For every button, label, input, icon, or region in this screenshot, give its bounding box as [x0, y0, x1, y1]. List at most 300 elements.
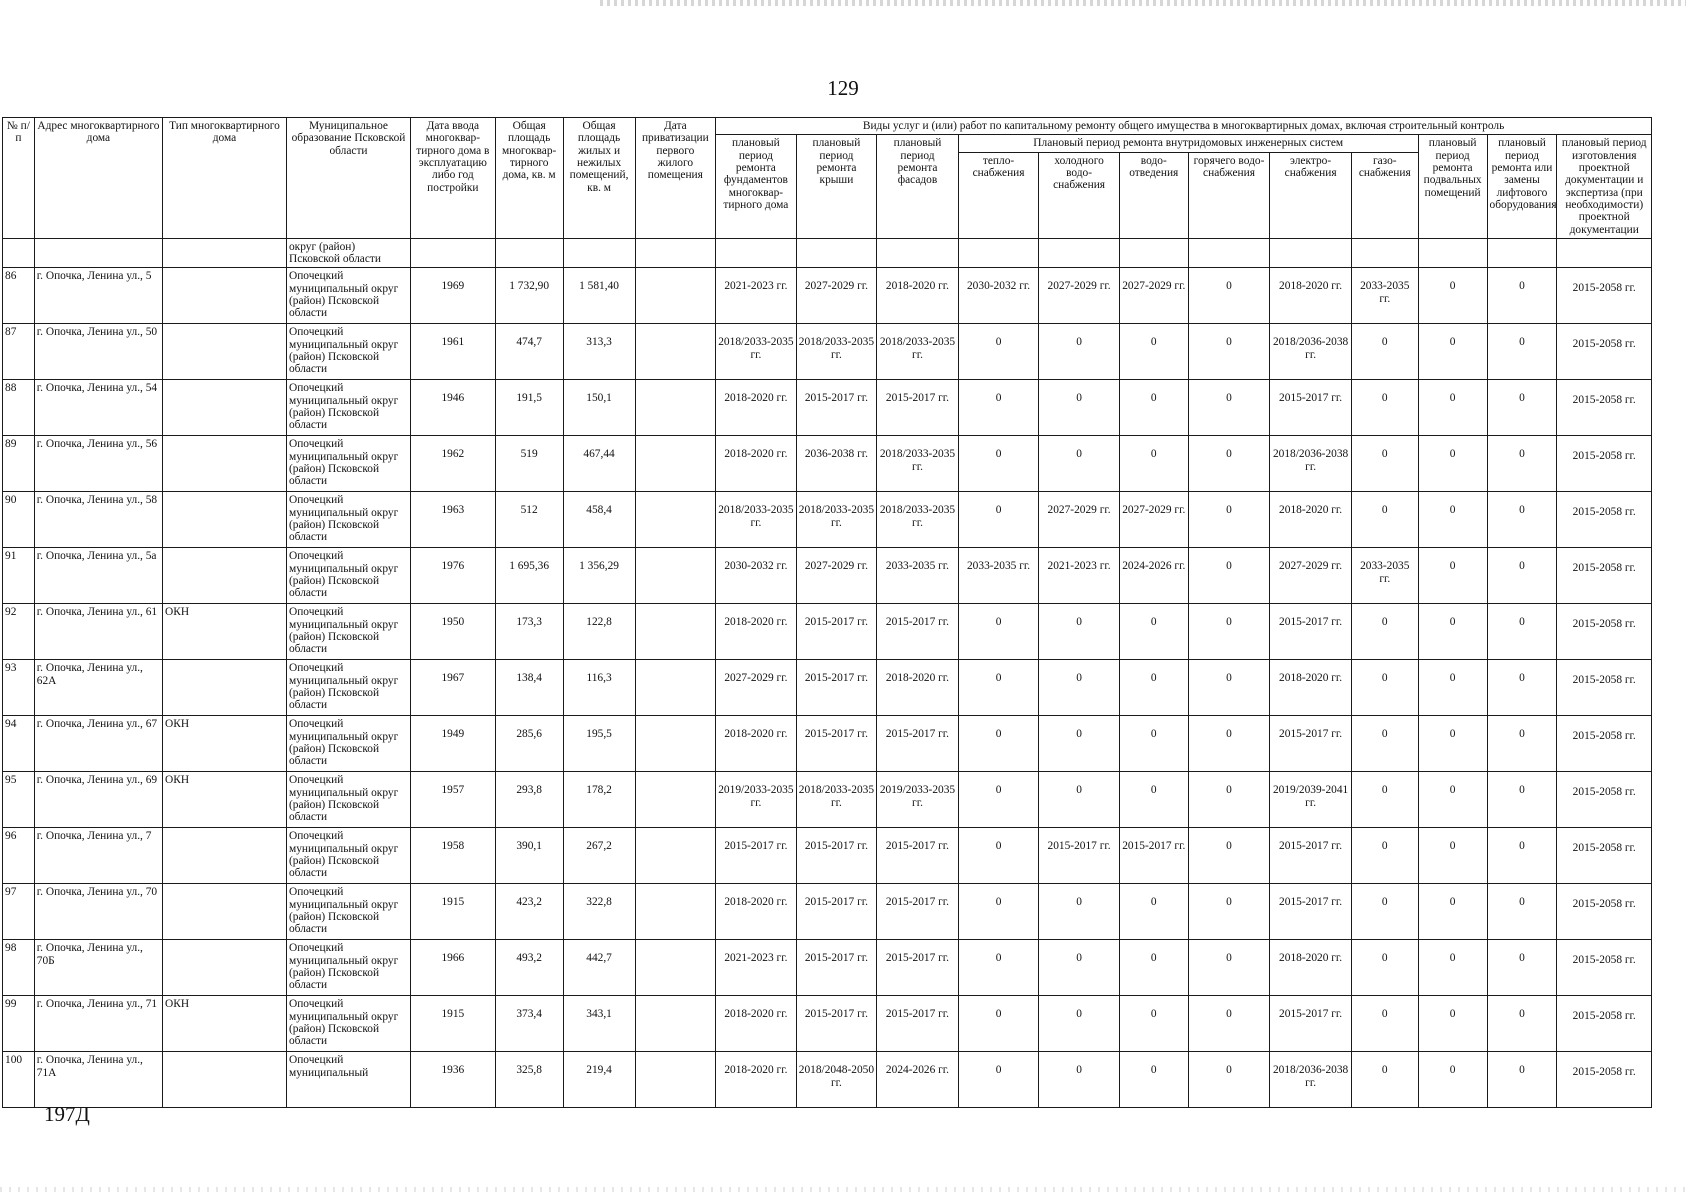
gas-cell-text: 0 [1381, 616, 1388, 629]
hot-water-cell-text: 0 [1226, 560, 1232, 573]
foundation-cell-text: 2018-2020 гг. [724, 448, 788, 461]
type-cell [163, 772, 287, 828]
number-cell-text: 95 [5, 774, 17, 787]
cold-water-cell-text: 2027-2029 гг. [1047, 280, 1111, 293]
electric-cell-text: 2015-2017 гг. [1279, 896, 1343, 909]
header-gas: газо-снабжения [1351, 152, 1418, 238]
cold-water-cell [1039, 436, 1120, 492]
foundation-cell-text: 2021-2023 гг. [724, 952, 788, 965]
total-area-cell [495, 268, 563, 324]
cold-water-cell [1039, 828, 1120, 884]
cold-water-cell-text: 0 [1076, 336, 1082, 349]
municipality-cell-text: Опочецкий муниципальный округ (район) Псковской области [288, 270, 399, 320]
sewer-cell [1119, 1052, 1188, 1108]
basement-cell [1418, 884, 1487, 940]
heat-cell-text: 0 [995, 616, 1002, 629]
address-cell [34, 772, 162, 828]
living-area-cell-text: 195,5 [586, 728, 612, 741]
roof-cell-text: 2015-2017 гг. [804, 392, 868, 405]
roof-cell-text: 2027-2029 гг. [804, 280, 868, 293]
number-cell [3, 324, 35, 380]
type-cell [163, 1052, 287, 1108]
table-row [3, 828, 1652, 884]
electric-cell [1270, 996, 1352, 1052]
year-cell-text: 1915 [441, 896, 465, 909]
privatization-cell-text [638, 382, 714, 392]
hot-water-cell-text: 0 [1226, 616, 1232, 629]
basement-cell-text: 0 [1449, 1064, 1456, 1077]
facade-cell-text: 2019/2033-2035 гг. [879, 784, 956, 809]
municipality-cell-text: Опочецкий муниципальный округ (район) Псковской области [288, 718, 399, 768]
design-cell-text: 2015-2058 гг. [1572, 674, 1636, 687]
gas-cell [1351, 324, 1418, 380]
design-cell-text: 2015-2058 гг. [1572, 562, 1636, 575]
basement-cell-text: 0 [1449, 448, 1456, 461]
foundation-cell [716, 996, 797, 1052]
gas-cell [1351, 436, 1418, 492]
municipality-cell [286, 660, 410, 716]
table-row [3, 492, 1652, 548]
gas-cell [1351, 604, 1418, 660]
total-area-cell-text: 519 [520, 448, 538, 461]
type-cell-text: ОКН [165, 606, 190, 619]
cold-water-cell-text: 0 [1076, 392, 1082, 405]
address-cell-text: г. Опочка, Ленина ул., 70Б [36, 942, 143, 967]
number-cell-text: 97 [5, 886, 17, 899]
year-cell-text: 1969 [441, 280, 465, 293]
total-area-cell [495, 716, 563, 772]
elevator-cell [1487, 940, 1557, 996]
sewer-cell [1119, 604, 1188, 660]
cold-water-cell-text: 0 [1076, 952, 1082, 965]
header-foundation: плановый период ремонта фундаментов многоквар-тирного дома [716, 135, 797, 239]
hot-water-cell-text: 0 [1226, 280, 1232, 293]
cold-water-cell [1039, 940, 1120, 996]
facade-cell [877, 884, 959, 940]
sewer-cell [1119, 660, 1188, 716]
table-row [3, 436, 1652, 492]
heat-cell-text: 0 [995, 784, 1002, 797]
design-cell-text: 2015-2058 гг. [1572, 394, 1636, 407]
hot-water-cell-text: 0 [1226, 448, 1232, 461]
address-cell [34, 268, 162, 324]
elevator-cell-text: 0 [1519, 952, 1525, 965]
heat-cell [958, 828, 1039, 884]
hot-water-cell [1188, 996, 1270, 1052]
sewer-cell-text: 0 [1150, 1064, 1157, 1077]
municipality-cell-text: Опочецкий муниципальный округ (район) Псковской области [288, 438, 399, 488]
roof-cell [796, 660, 877, 716]
cold-water-cell [1039, 772, 1120, 828]
living-area-cell [563, 940, 635, 996]
electric-cell [1270, 548, 1352, 604]
heat-cell [958, 436, 1039, 492]
year-cell-text: 1957 [441, 784, 465, 797]
facade-cell [877, 1052, 959, 1108]
header-commission-date: Дата ввода многоквар-тирного дома в эксплуатацию либо год постройки [410, 118, 495, 239]
design-cell [1557, 828, 1652, 884]
basement-cell [1418, 436, 1487, 492]
number-cell [3, 436, 35, 492]
design-cell [1557, 436, 1652, 492]
municipality-cell-text: Опочецкий муниципальный округ (район) Псковской области [288, 606, 399, 656]
header-municipality: Муниципальное образование Псковской области [286, 118, 410, 239]
total-area-cell [495, 548, 563, 604]
foundation-cell-text: 2018-2020 гг. [724, 1064, 788, 1077]
year-cell [410, 436, 495, 492]
table-row [3, 996, 1652, 1052]
document-code: 197Д [44, 1102, 90, 1126]
address-cell [34, 436, 162, 492]
gas-cell [1351, 548, 1418, 604]
elevator-cell [1487, 996, 1557, 1052]
electric-cell [1270, 492, 1352, 548]
living-area-cell-text: 219,4 [586, 1064, 612, 1077]
address-cell [34, 1052, 162, 1108]
gas-cell [1351, 268, 1418, 324]
privatization-cell-text [638, 1054, 714, 1064]
year-cell-text: 1936 [441, 1064, 465, 1077]
municipality-cell-text: Опочецкий муниципальный округ (район) Псковской области [288, 774, 399, 824]
privatization-cell [635, 996, 716, 1052]
municipality-cell [286, 1052, 410, 1108]
living-area-cell [563, 1052, 635, 1108]
sewer-cell-text: 0 [1150, 1008, 1157, 1021]
year-cell [410, 940, 495, 996]
elevator-cell [1487, 380, 1557, 436]
heat-cell [958, 716, 1039, 772]
privatization-cell-text [638, 886, 714, 896]
living-area-cell-text: 116,3 [586, 672, 612, 685]
address-cell-text: г. Опочка, Ленина ул., 61 [36, 606, 158, 619]
total-area-cell-text: 325,8 [516, 1064, 542, 1077]
design-cell-text: 2015-2058 гг. [1572, 282, 1636, 295]
foundation-cell [716, 436, 797, 492]
basement-cell [1418, 268, 1487, 324]
address-cell-text: г. Опочка, Ленина ул., 7 [36, 830, 152, 843]
privatization-cell-text [638, 718, 714, 728]
municipality-cell [286, 884, 410, 940]
cold-water-cell-text: 0 [1076, 1064, 1082, 1077]
privatization-cell [635, 828, 716, 884]
foundation-cell-text: 2018-2020 гг. [724, 896, 788, 909]
year-cell [410, 996, 495, 1052]
design-cell-text: 2015-2058 гг. [1572, 730, 1636, 743]
privatization-cell [635, 1052, 716, 1108]
number-cell [3, 548, 35, 604]
municipality-cell-text: Опочецкий муниципальный [288, 1054, 369, 1079]
year-cell-text: 1958 [441, 840, 465, 853]
basement-cell [1418, 716, 1487, 772]
basement-cell-text: 0 [1449, 560, 1456, 573]
gas-cell-text: 0 [1381, 1064, 1388, 1077]
design-cell [1557, 324, 1652, 380]
roof-cell-text: 2015-2017 гг. [804, 1008, 868, 1021]
header-facade: плановый период ремонта фасадов [877, 135, 959, 239]
living-area-cell-text: 150,1 [586, 392, 612, 405]
foundation-cell [716, 604, 797, 660]
design-cell [1557, 660, 1652, 716]
total-area-cell [495, 324, 563, 380]
total-area-cell [495, 380, 563, 436]
design-cell-text: 2015-2058 гг. [1572, 1010, 1636, 1023]
foundation-cell-text: 2021-2023 гг. [724, 280, 788, 293]
address-cell [34, 828, 162, 884]
total-area-cell [495, 940, 563, 996]
address-cell-text: г. Опочка, Ленина ул., 67 [36, 718, 158, 731]
gas-cell [1351, 1052, 1418, 1108]
electric-cell-text: 2018/2036-2038 гг. [1272, 1064, 1349, 1089]
heat-cell [958, 1052, 1039, 1108]
electric-cell [1270, 436, 1352, 492]
year-cell [410, 828, 495, 884]
design-cell-text: 2015-2058 гг. [1572, 954, 1636, 967]
facade-cell [877, 940, 959, 996]
electric-cell-text: 2018-2020 гг. [1279, 504, 1343, 517]
elevator-cell [1487, 268, 1557, 324]
gas-cell-text: 0 [1381, 952, 1388, 965]
hot-water-cell [1188, 492, 1270, 548]
address-cell [34, 604, 162, 660]
table-row [3, 380, 1652, 436]
sewer-cell-text: 2015-2017 гг. [1122, 840, 1186, 853]
roof-cell [796, 772, 877, 828]
number-cell-text: 86 [5, 270, 17, 283]
facade-cell-text: 2018/2033-2035 гг. [879, 448, 956, 473]
privatization-cell [635, 268, 716, 324]
design-cell-text: 2015-2058 гг. [1572, 618, 1636, 631]
number-cell [3, 492, 35, 548]
number-cell [3, 660, 35, 716]
privatization-cell [635, 940, 716, 996]
gas-cell-text: 0 [1381, 392, 1388, 405]
address-cell [34, 996, 162, 1052]
sewer-cell-text: 0 [1150, 952, 1157, 965]
municipality-cell-text: Опочецкий муниципальный округ (район) Псковской области [288, 550, 399, 600]
table-row [3, 268, 1652, 324]
cold-water-cell-text: 0 [1076, 728, 1082, 741]
roof-cell-text: 2015-2017 гг. [804, 672, 868, 685]
total-area-cell [495, 1052, 563, 1108]
privatization-cell-text [638, 326, 714, 336]
municipality-cell [286, 324, 410, 380]
header-roof: плановый период ремонта крыши [796, 135, 877, 239]
municipality-cell-text: Опочецкий муниципальный округ (район) Псковской области [288, 942, 399, 992]
table-row [3, 660, 1652, 716]
basement-cell [1418, 996, 1487, 1052]
year-cell [410, 604, 495, 660]
cold-water-cell [1039, 604, 1120, 660]
year-cell-text: 1949 [441, 728, 465, 741]
facade-cell [877, 772, 959, 828]
electric-cell [1270, 380, 1352, 436]
total-area-cell [495, 660, 563, 716]
elevator-cell-text: 0 [1519, 504, 1525, 517]
living-area-cell-text: 1 581,40 [579, 280, 619, 293]
cold-water-cell-text: 2015-2017 гг. [1047, 840, 1111, 853]
sewer-cell-text: 2027-2029 гг. [1122, 280, 1186, 293]
basement-cell-text: 0 [1449, 952, 1456, 965]
roof-cell [796, 492, 877, 548]
basement-cell-text: 0 [1449, 840, 1456, 853]
living-area-cell-text: 458,4 [586, 504, 612, 517]
heat-cell [958, 268, 1039, 324]
heat-cell-text: 0 [995, 392, 1002, 405]
living-area-cell [563, 548, 635, 604]
foundation-cell [716, 940, 797, 996]
header-privatization-date: Дата приватизации первого жилого помещения [635, 118, 716, 239]
sewer-cell-text: 0 [1150, 728, 1157, 741]
municipality-cell-text: Опочецкий муниципальный округ (район) Псковской области [288, 998, 399, 1048]
total-area-cell-text: 173,3 [516, 616, 542, 629]
facade-cell [877, 548, 959, 604]
facade-cell [877, 436, 959, 492]
type-cell [163, 940, 287, 996]
cold-water-cell-text: 0 [1076, 1008, 1082, 1021]
heat-cell [958, 380, 1039, 436]
cold-water-cell-text: 0 [1076, 784, 1082, 797]
privatization-cell-text [638, 998, 714, 1008]
living-area-cell [563, 828, 635, 884]
address-cell [34, 660, 162, 716]
gas-cell [1351, 884, 1418, 940]
basement-cell [1418, 828, 1487, 884]
header-hot-water: горячего водо-снабжения [1188, 152, 1270, 238]
address-cell [34, 940, 162, 996]
elevator-cell-text: 0 [1519, 896, 1525, 909]
year-cell-text: 1966 [441, 952, 465, 965]
year-cell-text: 1976 [441, 560, 465, 573]
municipality-cell-text: Опочецкий муниципальный округ (район) Псковской области [288, 494, 399, 544]
total-area-cell-text: 138,4 [516, 672, 542, 685]
privatization-cell-text [638, 438, 714, 448]
hot-water-cell [1188, 772, 1270, 828]
municipality-cell [286, 492, 410, 548]
heat-cell-text: 0 [995, 728, 1002, 741]
living-area-cell [563, 604, 635, 660]
municipality-cell-text: Опочецкий муниципальный округ (район) Псковской области [288, 662, 399, 712]
gas-cell-text: 0 [1381, 336, 1388, 349]
header-num: № п/п [3, 118, 35, 239]
design-cell [1557, 884, 1652, 940]
sewer-cell-text: 2027-2029 гг. [1122, 504, 1186, 517]
type-cell-text: ОКН [165, 774, 190, 787]
elevator-cell-text: 0 [1519, 728, 1525, 741]
privatization-cell [635, 492, 716, 548]
year-cell-text: 1963 [441, 504, 465, 517]
address-cell [34, 884, 162, 940]
roof-cell [796, 324, 877, 380]
roof-cell-text: 2015-2017 гг. [804, 728, 868, 741]
basement-cell [1418, 772, 1487, 828]
privatization-cell [635, 324, 716, 380]
table-row [3, 940, 1652, 996]
number-cell [3, 1052, 35, 1108]
roof-cell-text: 2015-2017 гг. [804, 616, 868, 629]
year-cell-text: 1967 [441, 672, 465, 685]
foundation-cell [716, 492, 797, 548]
elevator-cell [1487, 828, 1557, 884]
heat-cell [958, 996, 1039, 1052]
roof-cell-text: 2018/2033-2035 гг. [798, 784, 875, 809]
hot-water-cell-text: 0 [1226, 1008, 1232, 1021]
design-cell [1557, 1052, 1652, 1108]
privatization-cell [635, 436, 716, 492]
table-row [3, 884, 1652, 940]
elevator-cell [1487, 716, 1557, 772]
facade-cell-text: 2018-2020 гг. [885, 280, 950, 293]
gas-cell [1351, 380, 1418, 436]
roof-cell [796, 716, 877, 772]
basement-cell [1418, 324, 1487, 380]
basement-cell [1418, 940, 1487, 996]
living-area-cell [563, 380, 635, 436]
facade-cell [877, 660, 959, 716]
sewer-cell [1119, 436, 1188, 492]
year-cell [410, 716, 495, 772]
heat-cell [958, 324, 1039, 380]
hot-water-cell-text: 0 [1226, 392, 1232, 405]
heat-cell-text: 0 [995, 336, 1002, 349]
design-cell [1557, 492, 1652, 548]
facade-cell-text: 2015-2017 гг. [885, 952, 950, 965]
elevator-cell [1487, 772, 1557, 828]
privatization-cell-text [638, 494, 714, 504]
total-area-cell [495, 996, 563, 1052]
electric-cell-text: 2027-2029 гг. [1279, 560, 1343, 573]
sewer-cell-text: 0 [1150, 336, 1157, 349]
roof-cell-text: 2018/2033-2035 гг. [798, 336, 875, 361]
number-cell [3, 940, 35, 996]
elevator-cell-text: 0 [1519, 672, 1525, 685]
year-cell-text: 1961 [441, 336, 465, 349]
heat-cell-text: 0 [995, 952, 1002, 965]
facade-cell [877, 324, 959, 380]
foundation-cell [716, 772, 797, 828]
number-cell [3, 996, 35, 1052]
municipality-cell [286, 828, 410, 884]
living-area-cell [563, 660, 635, 716]
municipality-cell [286, 380, 410, 436]
living-area-cell-text: 467,44 [583, 448, 615, 461]
privatization-cell-text [638, 942, 714, 952]
design-cell-text: 2015-2058 гг. [1572, 786, 1636, 799]
number-cell [3, 884, 35, 940]
foundation-cell-text: 2018-2020 гг. [724, 728, 788, 741]
heat-cell [958, 604, 1039, 660]
year-cell [410, 548, 495, 604]
living-area-cell-text: 267,2 [586, 840, 612, 853]
heat-cell-text: 0 [995, 840, 1002, 853]
basement-cell-text: 0 [1449, 1008, 1456, 1021]
type-cell [163, 716, 287, 772]
roof-cell-text: 2015-2017 гг. [804, 840, 868, 853]
living-area-cell [563, 716, 635, 772]
design-cell [1557, 716, 1652, 772]
sewer-cell [1119, 940, 1188, 996]
facade-cell [877, 996, 959, 1052]
design-cell-text: 2015-2058 гг. [1572, 1066, 1636, 1079]
sewer-cell-text: 0 [1150, 896, 1157, 909]
facade-cell-text: 2018-2020 гг. [885, 672, 950, 685]
municipality-cell-text: Опочецкий муниципальный округ (район) Псковской области [288, 382, 399, 432]
roof-cell [796, 268, 877, 324]
total-area-cell-text: 390,1 [516, 840, 542, 853]
year-cell-text: 1915 [441, 1008, 465, 1021]
municipality-cell [286, 548, 410, 604]
hot-water-cell [1188, 380, 1270, 436]
gas-cell-text: 0 [1381, 896, 1388, 909]
